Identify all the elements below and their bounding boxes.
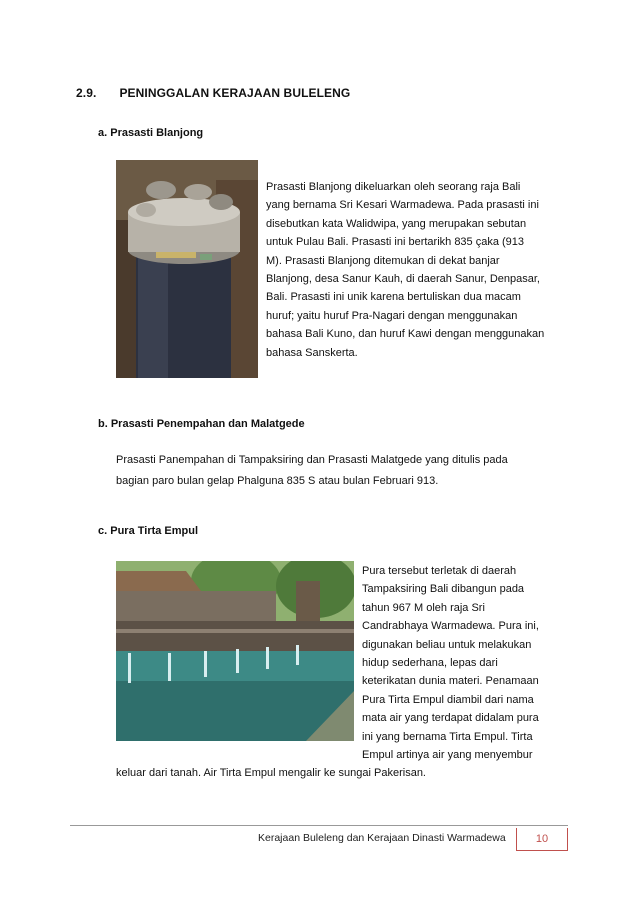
text-line: tahun 967 M oleh raja Sri xyxy=(362,601,485,614)
text-line: Prasasti Panempahan di Tampaksiring dan Prasasti Malatgede yang ditulis pada xyxy=(116,454,508,466)
footer-rule xyxy=(70,825,568,826)
paragraph-a xyxy=(266,178,560,362)
text-line: Prasasti Blanjong dikeluarkan oleh seorang raja Bali xyxy=(266,181,521,193)
text-line: huruf; yaitu huruf Pra-Nagari dengan menggunakan xyxy=(266,309,518,322)
photo-prasasti-blanjong xyxy=(116,160,258,378)
section-title: PENINGGALAN KERAJAAN BULELENG xyxy=(119,86,351,100)
text-line: yang bernama Sri Kesari Warmadewa. Pada prasasti ini xyxy=(266,199,539,212)
text-line: Pura Tirta Empul diambil dari nama xyxy=(362,693,534,706)
text-line: M). Prasasti Blanjong ditemukan di dekat banjar xyxy=(266,254,500,267)
photo-pura-tirta-empul xyxy=(116,561,354,741)
page-number: 10 xyxy=(516,828,568,851)
text-line: bahasa Sanskerta. xyxy=(266,346,358,359)
subheading-b: b. Prasasti Penempahan dan Malatgede xyxy=(98,418,305,430)
text-line: Blanjong, desa Sanur Kauh, di daerah Sanur, Denpasar, xyxy=(266,273,540,286)
paragraph-b xyxy=(116,450,556,492)
subheading-a: a. Prasasti Blanjong xyxy=(98,127,204,139)
text-line: untuk Pulau Bali. Prasasti ini bertarikh 835 çaka (913 xyxy=(266,236,525,249)
text-line: bagian paro bulan gelap Phalguna 835 S atau bulan Februari 913. xyxy=(116,475,439,487)
paragraph-c-tail: keluar dari tanah. Air Tirta Empul mengalir ke sungai Pakerisan. xyxy=(116,767,426,779)
text-line: Bali. Prasasti ini unik karena bertuliskan dua macam xyxy=(266,291,521,304)
text-line: bahasa Bali Kuno, dan huruf Kawi dengan menggunakan xyxy=(266,328,545,341)
subheading-c: c. Pura Tirta Empul xyxy=(98,525,199,537)
text-line: mata air yang terdapat didalam pura xyxy=(362,712,539,725)
text-line: keterikatan dunia materi. Penamaan xyxy=(362,675,539,688)
paragraph-c xyxy=(362,562,560,764)
footer-text: Kerajaan Buleleng dan Kerajaan Dinasti Warmadewa xyxy=(258,832,506,844)
text-line: Empul artinya air yang menyembur xyxy=(362,749,533,762)
text-line: Candrabhaya Warmadewa. Pura ini, xyxy=(362,620,539,633)
text-line: ini yang bernama Tirta Empul. Tirta xyxy=(362,730,533,743)
text-line: hidup sederhana, lepas dari xyxy=(362,657,498,670)
text-line: Pura tersebut terletak di daerah xyxy=(362,565,517,577)
text-line: digunakan beliau untuk melakukan xyxy=(362,638,532,651)
section-heading xyxy=(76,86,350,100)
section-number: 2.9. xyxy=(76,86,97,100)
text-line: Tampaksiring Bali dibangun pada xyxy=(362,583,525,596)
text-line: disebutkan kata Walidwipa, yang merupakan sebutan xyxy=(266,217,527,230)
